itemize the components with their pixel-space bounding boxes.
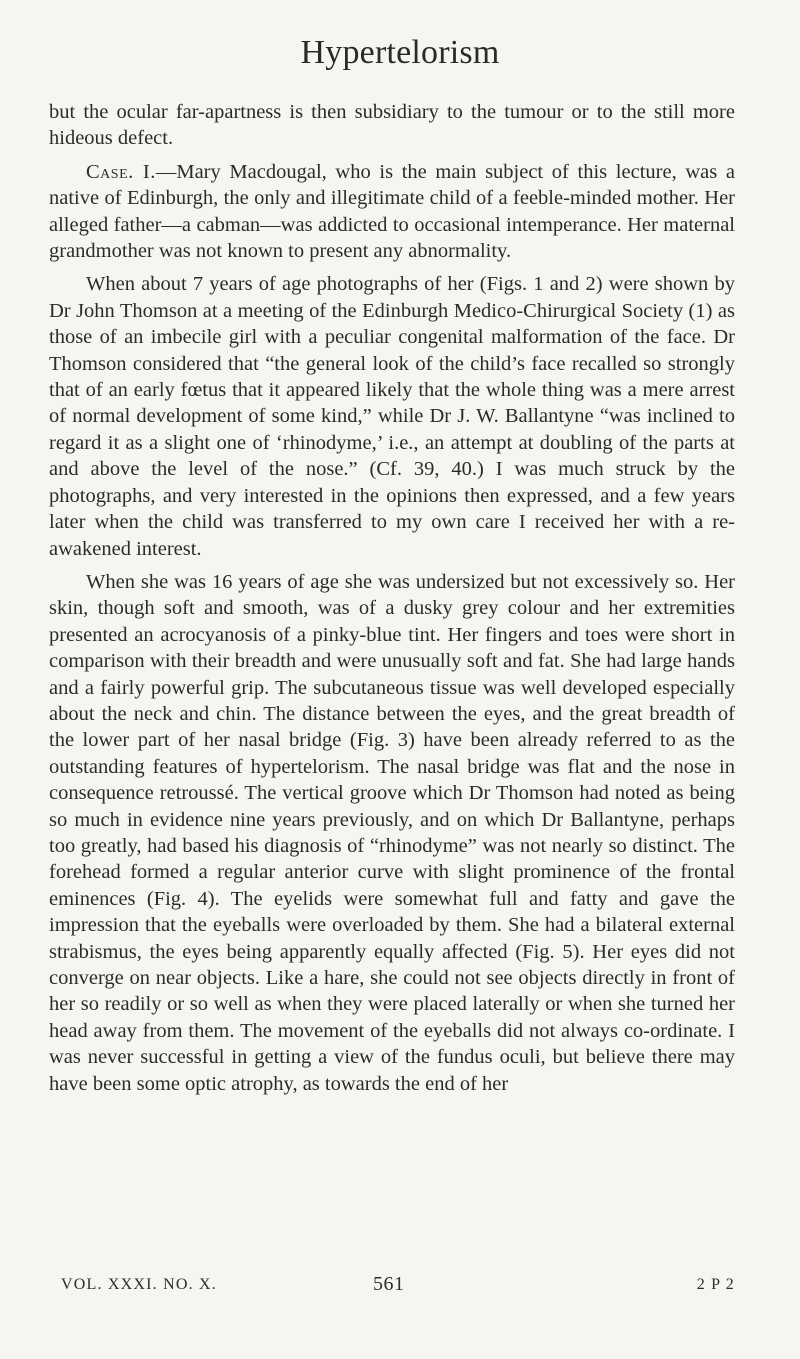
signature-mark: 2 P 2: [696, 1276, 735, 1293]
volume-info: VOL. XXXI. NO. X.: [61, 1276, 217, 1293]
case-label: Case. I.: [86, 160, 156, 183]
running-head-title: Hypertelorism: [300, 34, 500, 71]
paragraph-case-one: [49, 159, 735, 265]
body-text: [49, 99, 735, 1104]
case-one-text: —Mary Macdougal, who is the main subject of this lecture, was a native of Edinburgh, the only and illegitimate child of a feeble-minded mother. Her alleged father—a cabman—was addicted to occasional intemperance. Her maternal grandmother was not known to present any abnormality.: [49, 160, 735, 263]
paragraph-photographs: When about 7 years of age photographs of her (Figs. 1 and 2) were shown by Dr John Thomson at a meeting of the Edinburgh Medico-Chirurgical Society (1) as those of an imbecile girl with a peculiar congenital malformation of the face. Dr Thomson considered that “the general look of the child’s face recalled so strongly that of an early fœtus that it appeared likely that the whole thing was a mere arrest of normal development of some kind,” while Dr J. W. Ballantyne “was inclined to regard it as a slight one of ‘rhinodyme,’ i.e., an attempt at doubling of the parts at and above the level of the nose.” (Cf. 39, 40.) I was much struck by the photographs, and very interested in the opinions then expressed, and a few years later when the child was transferred to my own care I received her with a re-awakened interest.: [49, 273, 735, 560]
page-number: 561: [373, 1273, 405, 1295]
paragraph-continuation: but the ocular far-apartness is then subsidiary to the tumour or to the still more hideous defect.: [49, 101, 735, 150]
paragraph-examination: When she was 16 years of age she was undersized but not excessively so. Her skin, though soft and smooth, was of a dusky grey colour and her extremities presented an acrocyanosis of a pinky-blue tint. Her fingers and toes were short in comparison with their breadth and were unusually soft and fat. She had large hands and a fairly powerful grip. The subcutaneous tissue was well developed especially about the neck and chin. The distance between the eyes, and the great breadth of the lower part of her nasal bridge (Fig. 3) have been already referred to as the outstanding features of hypertelorism. The nasal bridge was flat and the nose in consequence retroussé. The vertical groove which Dr Thomson had noted as being so much in evidence nine years previously, and on which Dr Ballantyne, perhaps too greatly, had based his diagnosis of “rhinodyme” was not nearly so distinct. The forehead formed a regular anterior curve with slight prominence of the frontal eminences (Fig. 4). The eyelids were somewhat full and fatty and gave the impression that the eyeballs were overloaded by them. She had a bilateral external strabismus, the eyes being apparently equally affected (Fig. 5). Her eyes did not converge on near objects. Like a hare, she could not see objects directly in front of her so readily or so well as when they were placed laterally or when she turned her head away from them. The movement of the eyeballs did not always co-ordinate. I was never successful in getting a view of the fundus oculi, but believe there may have been some optic atrophy, as towards the end of her: [49, 570, 735, 1095]
